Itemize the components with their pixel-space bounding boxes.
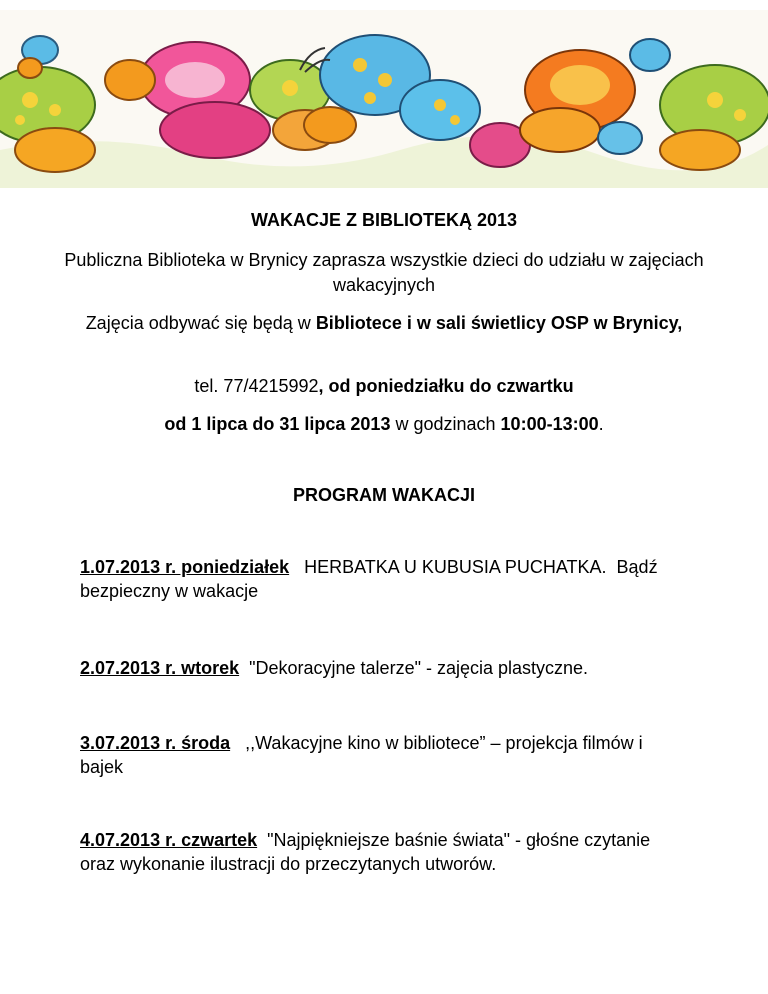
location-prefix: Zajęcia odbywać się będą w — [85, 313, 316, 333]
butterflies-border-icon — [0, 10, 768, 188]
program-item-date: 1.07.2013 r. poniedziałek — [80, 557, 290, 577]
program-item-4 — [80, 828, 690, 876]
phone-text — [60, 374, 708, 399]
program-item-1 — [80, 555, 690, 603]
butterfly-pink-icon — [105, 42, 270, 158]
program-item-text: "Dekoracyjne talerze" - zajęcia plastyczne. — [239, 658, 589, 678]
program-item-text: "Najpiękniejsze baśnie świata" - głośne czytanie oraz wykonanie ilustracji do przeczytanych utworów. — [80, 830, 656, 874]
program-item-date: 2.07.2013 r. wtorek — [80, 658, 240, 678]
program-item-text: HERBATKA U KUBUSIA PUCHATKA. Bądź bezpieczny w wakacje — [80, 557, 663, 601]
program-item-date: 3.07.2013 r. środa — [80, 733, 231, 753]
dates-text — [60, 412, 708, 437]
dates-end: . — [598, 414, 604, 434]
program-item-date: 4.07.2013 r. czwartek — [80, 830, 258, 850]
phone-bold: , od poniedziałku do czwartku — [318, 376, 574, 396]
program-item-text: ,,Wakacyjne kino w bibliotece” – projekcja filmów i bajek — [80, 733, 648, 777]
butterflies-banner — [0, 10, 768, 188]
hours-bold: 10:00-13:00 — [500, 414, 599, 434]
phone-prefix: tel. 77/4215992 — [194, 376, 319, 396]
page-title: WAKACJE Z BIBLIOTEKĄ 2013 — [250, 210, 518, 230]
location-text — [60, 311, 708, 336]
invitation-text: Publiczna Biblioteka w Brynicy zaprasza wszystkie dzieci do udziału w zajęciach wakacyjnych — [64, 250, 704, 295]
program-item-2 — [80, 656, 690, 680]
butterfly-green-right-icon — [660, 65, 768, 170]
dates-mid: w godzinach — [390, 414, 501, 434]
location-bold: Bibliotece i w sali świetlicy OSP w Brynicy, — [315, 313, 683, 333]
program-item-3 — [80, 731, 690, 779]
program-title: PROGRAM WAKACJI — [292, 485, 475, 505]
dates-bold: od 1 lipca do 31 lipca 2013 — [164, 414, 391, 434]
